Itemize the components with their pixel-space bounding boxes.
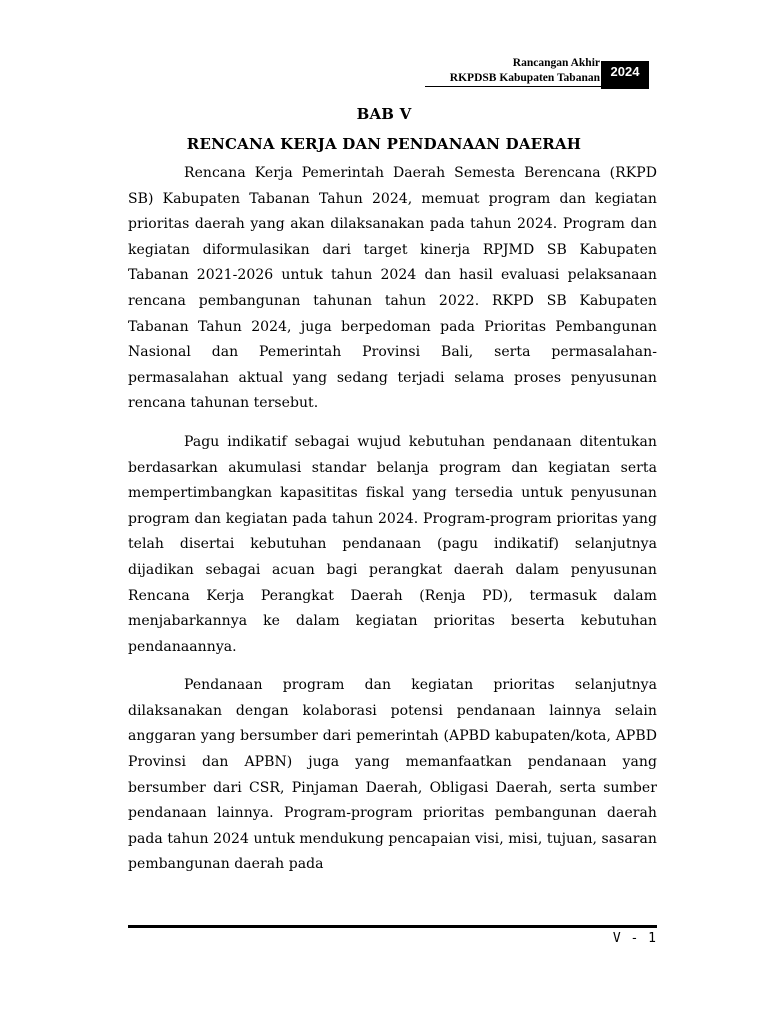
header-underline (425, 86, 601, 87)
header-text (450, 56, 600, 86)
header-year-badge: 2024 (601, 61, 649, 89)
paragraph-3: Pendanaan program dan kegiatan prioritas selanjutnya dilaksanakan dengan kolaborasi potensi pendanaan lainnya selain anggaran yang bersumber dari pemerintah (APBD kabupaten/kota, APBD Provinsi dan APBN) juga yang memanfaatkan pendanaan yang bersumber dari CSR, Pinjaman Daerah, Obligasi Daerah, serta sumber pendanaan lainnya. Program-program prioritas pembangunan daerah pada tahun 2024 untuk mendukung pencapaian visi, misi, tujuan, sasaran pembangunan daerah pada (128, 677, 657, 873)
paragraph-2: Pagu indikatif sebagai wujud kebutuhan pendanaan ditentukan berdasarkan akumulasi standar belanja program dan kegiatan serta mempertimbangkan kapasititas fiskal yang tersedia untuk penyusunan program dan kegiatan pada tahun 2024. Program-program prioritas yang telah disertai kebutuhan pendanaan (pagu indikatif) selanjutnya dijadikan sebagai acuan bagi perangkat daerah dalam penyusunan Rencana Kerja Perangkat Daerah (Renja PD), termasuk dalam menjabarkannya ke dalam kegiatan prioritas beserta kebutuhan pendanaannya. (128, 433, 657, 655)
running-header (425, 56, 649, 88)
chapter-number: BAB V (356, 105, 412, 123)
body-content (128, 161, 657, 891)
paragraph-1: Rencana Kerja Pemerintah Daerah Semesta Berencana (RKPD SB) Kabupaten Tabanan Tahun 2024, memuat program dan kegiatan prioritas daerah yang akan dilaksanakan pada tahun 2024. Program dan kegiatan diformulasikan dari target kinerja RPJMD SB Kabupaten Tabanan 2021-2026 untuk tahun 2024 dan hasil evaluasi pelaksanaan rencana pembangunan tahunan tahun 2022. RKPD SB Kabupaten Tabanan Tahun 2024, juga berpedoman pada Prioritas Pembangunan Nasional dan Pemerintah Provinsi Bali, serta permasalahan-permasalahan aktual yang sedang terjadi selama proses penyusunan rencana tahunan tersebut. (128, 165, 657, 412)
page-number: V - 1 (612, 931, 657, 946)
footer-rule (128, 925, 657, 928)
header-line-1: Rancangan Akhir (512, 57, 600, 69)
chapter-title: RENCANA KERJA DAN PENDANAAN DAERAH (186, 135, 582, 153)
header-line-2: RKPDSB Kabupaten Tabanan (449, 72, 600, 84)
